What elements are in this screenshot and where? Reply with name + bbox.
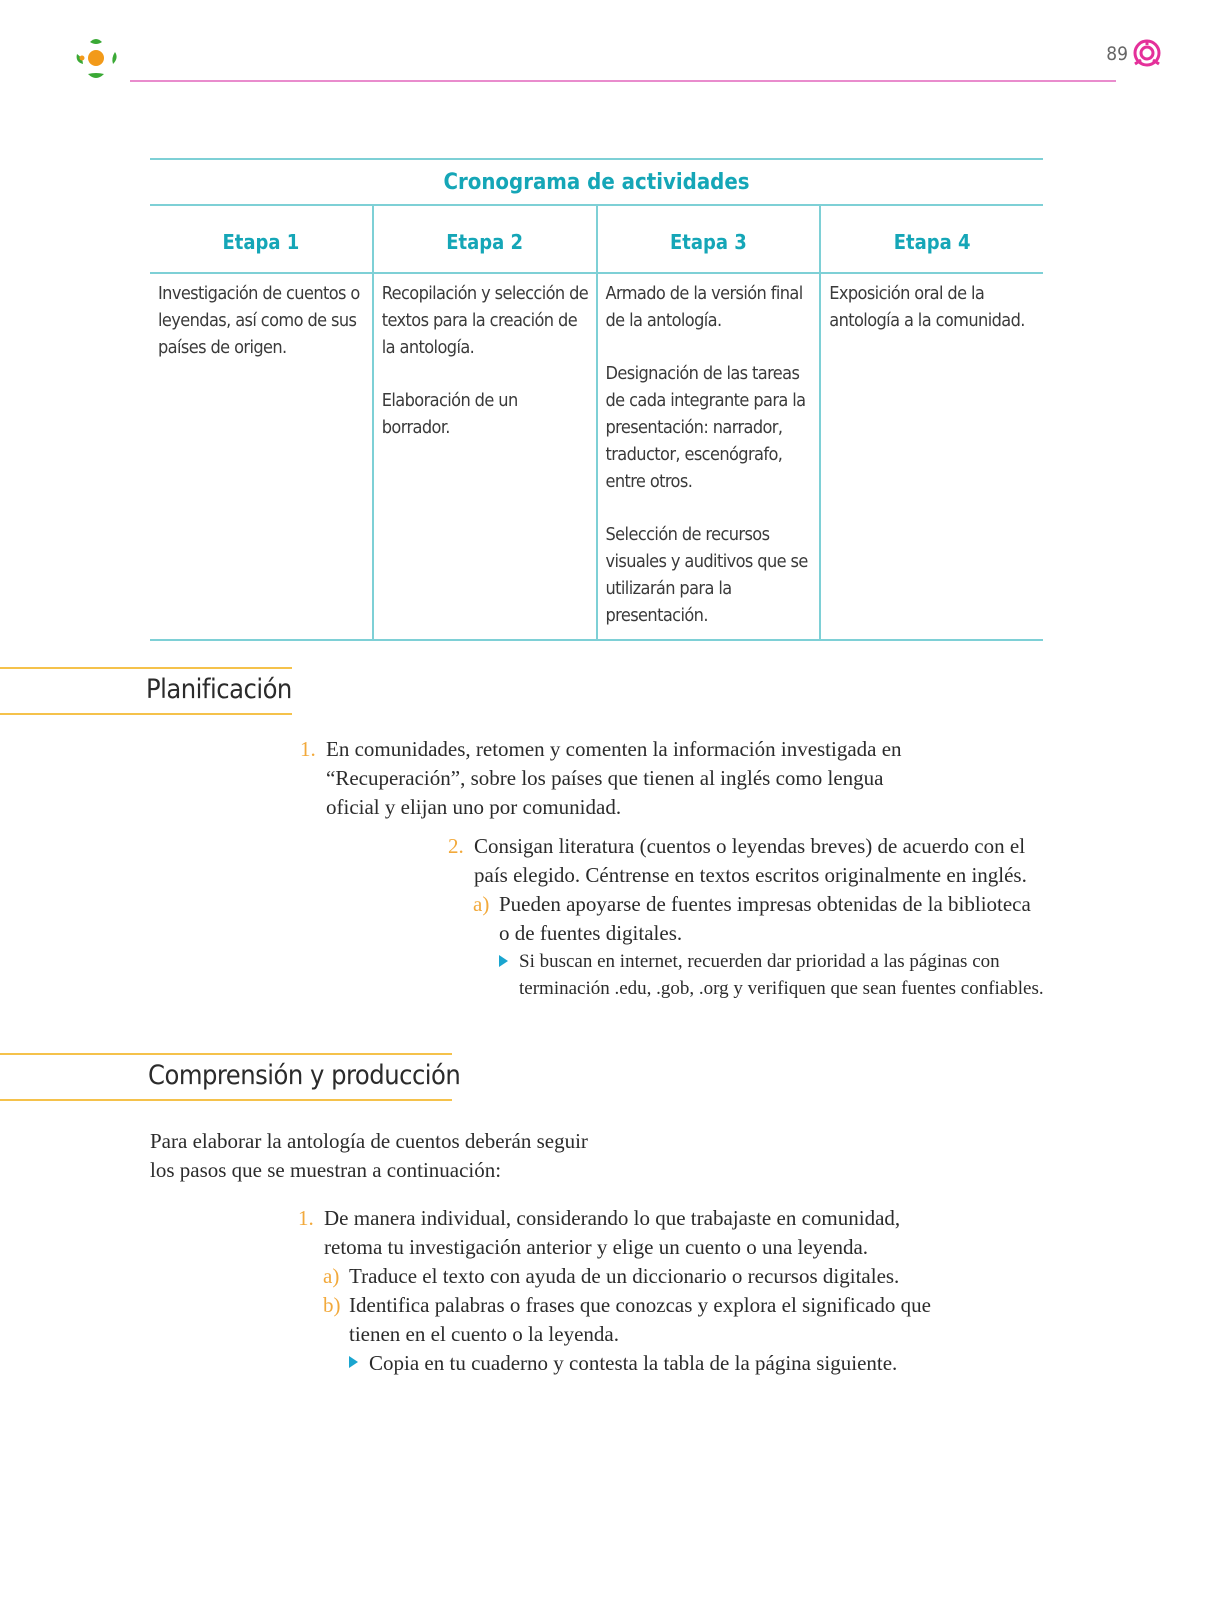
stage-3-text: Designación de las tareas de cada integrante para la presentación: narrador, traductor, escenógrafo, entre otros. <box>605 363 806 492</box>
stage-3-text: Armado de la versión final de la antología. <box>605 283 803 331</box>
item-number: 1. <box>298 1206 314 1230</box>
sub-item-letter: a) <box>473 892 490 916</box>
sub-item-text: Traduce el texto con ayuda de un diccionario o recursos digitales. <box>349 1264 900 1288</box>
stage-2-heading: Etapa 2 <box>374 206 596 274</box>
stage-1-text: Investigación de cuentos o leyendas, así como de sus países de origen. <box>158 283 360 358</box>
stage-4-column <box>821 206 1043 639</box>
planificacion-item-1 <box>300 735 906 822</box>
stage-2-text: Elaboración de un borrador. <box>381 390 518 438</box>
comprension-heading: Comprensión y producción <box>148 1060 461 1091</box>
item-text: De manera individual, considerando lo que trabajaste en comunidad, retoma tu investigación anterior y elige un cuento o una leyenda. <box>324 1206 901 1259</box>
sub-item-letter: a) <box>323 1264 340 1288</box>
stage-2-text: Recopilación y selección de textos para la creación de la antología. <box>381 283 589 358</box>
item-number: 1. <box>300 737 316 761</box>
item-text: En comunidades, retomen y comenten la información investigada en “Recuperación”, sobre los países que tienen al inglés como lengua oficial y elijan uno por comunidad. <box>326 737 902 819</box>
header-rule <box>130 80 1116 82</box>
schedule-title: Cronograma de actividades <box>150 158 1043 206</box>
stage-4-heading: Etapa 4 <box>821 206 1043 274</box>
stage-1-heading: Etapa 1 <box>150 206 372 274</box>
planificacion-heading-bar <box>0 667 292 715</box>
planificacion-heading: Planificación <box>146 674 292 705</box>
item-number: 2. <box>448 834 464 858</box>
bullet-text: Si buscan en internet, recuerden dar prioridad a las páginas con terminación .edu, .gob, .org y verifiquen que sean fuentes confiables. <box>519 951 1044 999</box>
stage-2-column <box>374 206 598 639</box>
sub-item-text: Identifica palabras o frases que conozcas y explora el significado que tienen en el cuento o la leyenda. <box>349 1293 931 1346</box>
stage-3-text: Selección de recursos visuales y auditivos que se utilizarán para la presentación. <box>605 524 808 626</box>
page-number: 89 <box>1106 43 1128 65</box>
comprension-intro: Para elaborar la antología de cuentos deberán seguir los pasos que se muestran a continuación: <box>150 1129 588 1182</box>
sub-item-text: Pueden apoyarse de fuentes impresas obtenidas de la biblioteca o de fuentes digitales. <box>499 892 1031 945</box>
planificacion-item-2 <box>448 832 1044 1002</box>
comprension-item-1 <box>298 1204 940 1378</box>
item-text: Consigan literatura (cuentos o leyendas breves) de acuerdo con el país elegido. Céntrense en textos escritos originalmente en inglés. <box>474 834 1027 887</box>
sub-item-letter: b) <box>323 1293 341 1317</box>
comprension-heading-bar <box>0 1053 461 1101</box>
stage-4-text: Exposición oral de la antología a la comunidad. <box>829 283 1025 331</box>
bullet-arrow-icon <box>499 955 508 967</box>
schedule-table <box>150 158 1043 641</box>
stage-3-column <box>598 206 822 639</box>
bullet-arrow-icon <box>349 1356 358 1368</box>
stage-3-heading: Etapa 3 <box>598 206 820 274</box>
bullet-text: Copia en tu cuaderno y contesta la tabla de la página siguiente. <box>369 1351 898 1375</box>
flower-logo-icon <box>72 34 124 84</box>
ornament-icon <box>1132 38 1162 68</box>
stage-1-column <box>150 206 374 639</box>
